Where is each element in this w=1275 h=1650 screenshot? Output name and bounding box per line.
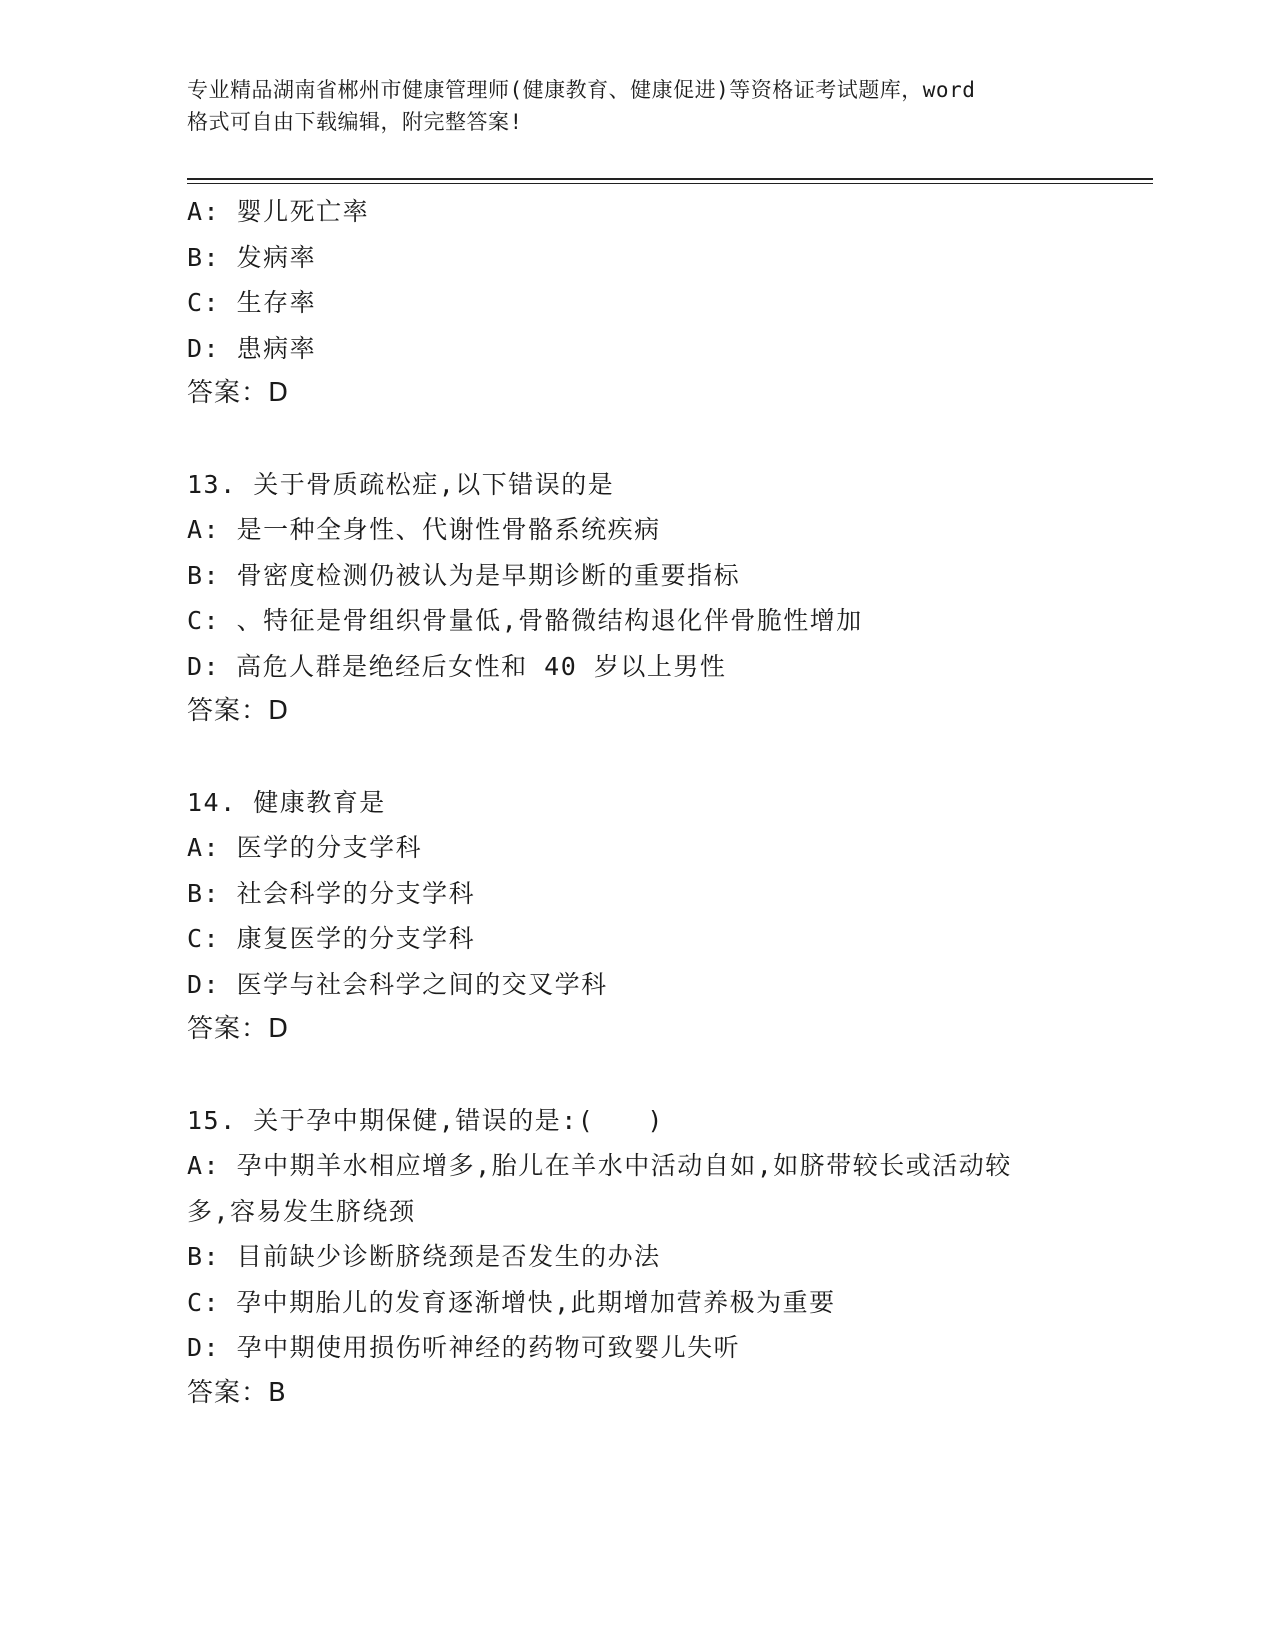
question-stem: 15. 关于孕中期保健,错误的是:( ): [187, 1105, 664, 1135]
option-c: C: 生存率: [187, 288, 317, 317]
spacer: [187, 1053, 1087, 1098]
header-divider: [187, 178, 1153, 184]
option-c-label: C:: [187, 1287, 221, 1317]
option-a-line-1: A: 孕中期羊水相应增多,胎儿在羊水中活动自如,如脐带较长或活动较: [187, 1151, 1012, 1180]
option-c: [187, 1280, 1087, 1326]
option-b: B: 发病率: [187, 242, 317, 272]
option-d: D: 孕中期使用损伤听神经的药物可致婴儿失听: [187, 1333, 741, 1362]
header-line-2: 格式可自由下载编辑，附完整答案!: [187, 110, 523, 134]
option-d: [187, 644, 1087, 690]
option-c-text: 孕中期胎儿的发育逐渐增快,此期增加营养极为重要: [236, 1287, 836, 1317]
option-c: C: 、特征是骨组织骨量低,骨骼微结构退化伴骨脆性增加: [187, 606, 863, 635]
question-14: [187, 780, 1087, 1053]
question-stem: 13. 关于骨质疏松症,以下错误的是: [187, 469, 615, 499]
answer-label: 答案：D: [187, 1014, 290, 1044]
option-a: A: 婴儿死亡率: [187, 197, 370, 226]
question-stem: 14. 健康教育是: [187, 787, 386, 817]
spacer: [187, 735, 1087, 780]
question-list: [187, 189, 1087, 1416]
spacer: [187, 417, 1087, 462]
question-15: [187, 1098, 1087, 1417]
answer-label: 答案：D: [187, 696, 290, 726]
question-13: [187, 462, 1087, 735]
option-a: A: 是一种全身性、代谢性骨骼系统疾病: [187, 515, 661, 544]
option-b: B: 目前缺少诊断脐绕颈是否发生的办法: [187, 1242, 661, 1271]
header-line-1: 专业精品湖南省郴州市健康管理师(健康教育、健康促进)等资格证考试题库，word: [187, 78, 976, 102]
document-header: [187, 74, 1087, 138]
answer-label: 答案：B: [187, 1377, 287, 1408]
option-a-line-2: 多,容易发生脐绕颈: [187, 1196, 416, 1226]
option-a: A: 医学的分支学科: [187, 833, 423, 862]
answer-label: 答案：D: [187, 378, 290, 408]
option-d: D: 医学与社会科学之间的交叉学科: [187, 969, 608, 999]
option-d-label: D:: [187, 651, 221, 681]
option-c: C: 康复医学的分支学科: [187, 924, 476, 953]
option-d: D: 患病率: [187, 333, 317, 363]
option-d-text: 高危人群是绝经后女性和 40 岁以上男性: [236, 651, 727, 681]
option-b: B: 社会科学的分支学科: [187, 878, 476, 908]
option-b: B: 骨密度检测仍被认为是早期诊断的重要指标: [187, 560, 741, 590]
question-12-options: [187, 189, 1087, 417]
